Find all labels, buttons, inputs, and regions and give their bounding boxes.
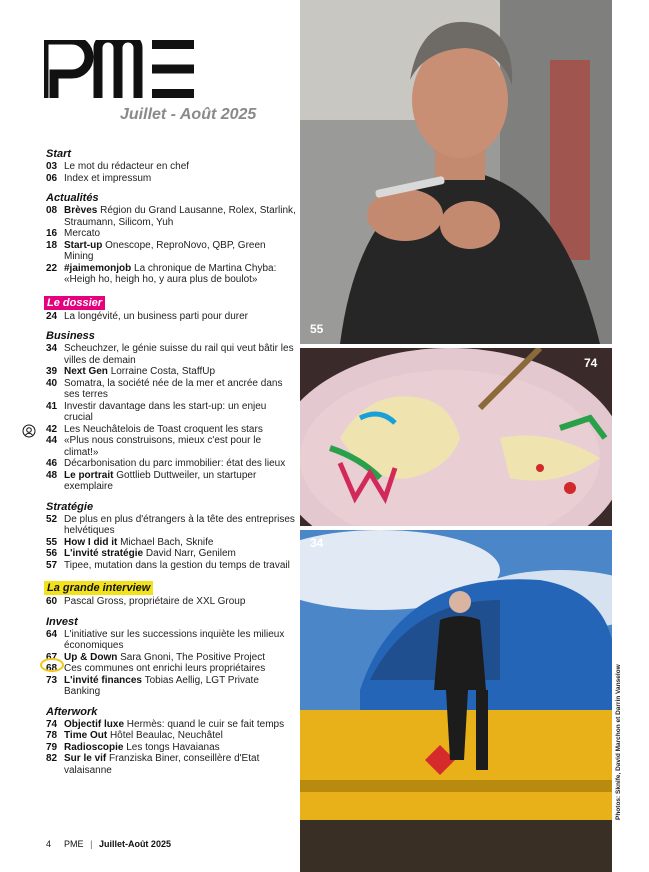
entry-rubric: Start-up [64,239,103,251]
toc-entry[interactable] [46,366,296,378]
entry-page-number: 57 [46,559,58,571]
toc-entry[interactable] [46,240,296,263]
photo-page-number: 34 [310,536,324,550]
toc-entry[interactable] [46,652,296,664]
entry-text [64,401,296,424]
entry-rubric: Next Gen [64,366,108,377]
entry-rubric: L'invité finances [64,674,142,686]
entry-title: Pascal Gross, propriétaire de XXL Group [64,596,246,607]
entry-text [64,596,296,608]
entry-title: Tobias Aellig, LGT Private Banking [64,674,259,697]
toc-entry[interactable] [46,470,296,493]
entry-page-number: 74 [46,718,58,730]
toc-entry[interactable] [46,228,296,240]
toc-entry[interactable] [46,435,296,458]
entry-title: Scheuchzer, le génie suisse du rail qui veut bâtir les villes de demain [64,343,294,366]
entry-page-number: 55 [46,536,58,548]
entry-text [64,629,296,652]
toc-section [46,578,296,608]
entry-rubric: Up & Down [64,651,118,663]
table-of-contents [46,147,296,783]
entry-title: Région du Grand Lausanne, Rolex, Starlink, Straumann, Silicom, Yuh [64,205,296,228]
toc-entry[interactable] [46,401,296,424]
portrait-marker-icon [22,424,36,438]
page-footer: 4 PME | Juillet-Août 2025 [46,839,171,849]
entry-title: Tipee, mutation dans la gestion du temps de travail [64,559,290,571]
entry-text [64,424,296,436]
entry-title: Onescope, ReproNovo, QBP, Green Mining [64,239,266,262]
entry-title: Hôtel Beaulac, Neuchâtel [109,730,223,741]
photo-page-number: 55 [310,322,324,336]
entry-page-number: 08 [46,205,58,216]
entry-title: L'initiative sur les successions inquiète les milieux économiques [64,628,285,651]
entry-rubric: #jaimemonjob [64,262,132,274]
entry-page-number: 46 [46,458,58,469]
entry-text [64,343,296,366]
entry-text [64,161,296,173]
entry-text [64,240,296,263]
toc-entry[interactable] [46,663,296,675]
entry-page-number: 67 [46,651,58,663]
photo-watch-dial [300,348,612,526]
toc-section [46,147,296,184]
entry-title: La longévité, un business parti pour durer [64,310,249,322]
entry-text [64,458,296,470]
toc-entry[interactable] [46,173,296,185]
toc-entry[interactable] [46,514,296,537]
entry-rubric: Le portrait [64,469,114,481]
entry-text [64,753,296,776]
photo-page-number: 74 [584,356,598,370]
footer-brand: PME [64,839,84,849]
entry-text [64,675,296,698]
entry-title: Les tongs Havaianas [126,741,220,753]
toc-entry[interactable] [46,161,296,173]
entry-text [64,548,296,560]
toc-section [46,191,296,286]
entry-text [64,652,296,664]
toc-entry[interactable] [46,730,296,742]
toc-entry[interactable] [46,343,296,366]
toc-entry[interactable] [46,263,296,286]
entry-page-number: 40 [46,377,58,389]
entry-rubric: How I did it [64,536,118,548]
toc-section [46,500,296,572]
entry-text [64,205,296,228]
section-title: Afterwork [46,705,98,718]
entry-title: De plus en plus d'étrangers à la tête des entreprises helvétiques [64,513,295,536]
entry-rubric: Time Out [64,730,108,741]
toc-section [46,705,296,777]
toc-entry[interactable] [46,675,296,698]
entry-page-number: 52 [46,513,58,525]
entry-page-number: 24 [46,310,58,322]
entry-title: David Narr, Genilem [145,548,236,559]
entry-text [64,537,296,549]
section-title: Business [46,330,95,342]
toc-entry[interactable] [46,424,296,436]
entry-text [64,173,296,185]
photo-credit: Photos: Sknife, David Marchon et Darrin Vanselow [615,664,622,820]
entry-text [64,730,296,742]
section-title: Invest [46,615,78,628]
entry-title: La chronique de Martina Chyba: «Heigh ho, heigh ho, y aura plus de boulot» [64,262,277,285]
entry-page-number: 34 [46,343,58,354]
toc-entry[interactable] [46,537,296,549]
entry-text [64,560,296,572]
toc-entry[interactable] [46,205,296,228]
entry-page-number: 06 [46,172,58,184]
entry-title: Michael Bach, Sknife [120,536,214,548]
entry-page-number: 48 [46,469,58,481]
entry-title: Hermès: quand le cuir se fait temps [126,718,285,730]
highlight-circle-icon [40,658,64,672]
toc-entry[interactable] [46,742,296,754]
entry-page-number: 79 [46,741,58,753]
entry-page-number: 68 [46,663,58,674]
entry-rubric: Radioscopie [64,741,124,753]
toc-entry[interactable] [46,719,296,731]
entry-page-number: 16 [46,228,58,239]
toc-entry[interactable] [46,629,296,652]
section-title: Start [46,148,72,160]
toc-entry[interactable] [46,458,296,470]
entry-title: Mercato [64,228,101,239]
entry-page-number: 22 [46,262,58,274]
entry-page-number: 78 [46,730,58,741]
toc-section [46,329,296,493]
section-title: Actualités [46,192,99,204]
entry-text [64,228,296,240]
entry-title: Le mot du rédacteur en chef [64,161,190,172]
entry-text [64,366,296,378]
issue-date: Juillet - Août 2025 [120,106,257,123]
toc-entry[interactable] [46,378,296,401]
toc-section [46,615,296,698]
entry-text [64,263,296,286]
toc-entry[interactable] [46,753,296,776]
photo-rail-machine [300,530,612,872]
entry-text [64,719,296,731]
entry-page-number: 42 [46,423,58,435]
toc-section [46,293,296,323]
toc-entry[interactable] [46,596,296,608]
entry-text [64,663,296,675]
entry-title: Franziska Biner, conseillère d'Etat valaisanne [64,753,260,776]
entry-title: Lorraine Costa, StaffUp [110,366,216,377]
entry-page-number: 41 [46,400,58,412]
entry-title: Somatra, la société née de la mer et ancrée dans ses terres [64,377,283,400]
entry-text [64,435,296,458]
entry-title: Index et impressum [64,172,152,184]
pme-logo [44,40,194,98]
entry-text [64,514,296,537]
entry-page-number: 18 [46,239,58,251]
entry-page-number: 64 [46,628,58,640]
entry-page-number: 73 [46,674,58,686]
section-title: Le dossier [44,296,105,310]
section-title: La grande interview [44,581,153,595]
section-title: Stratégie [46,500,94,513]
entry-page-number: 44 [46,435,58,446]
entry-title: «Plus nous construisons, mieux c'est pour le climat!» [64,435,262,458]
entry-rubric: Objectif luxe [64,718,125,730]
entry-text [64,311,296,323]
toc-entry[interactable] [46,560,296,572]
entry-page-number: 03 [46,161,58,172]
entry-page-number: 82 [46,753,58,764]
toc-entry[interactable] [46,311,296,323]
entry-title: Ces communes ont enrichi leurs propriétaires [64,663,266,674]
entry-text [64,378,296,401]
footer-issue: Juillet-Août 2025 [98,839,171,849]
entry-title: Gottlieb Duttweiler, un startuper exemplaire [64,469,257,492]
entry-title: Sara Gnoni, The Positive Project [120,651,265,663]
entry-text [64,470,296,493]
entry-page-number: 56 [46,548,58,559]
entry-title: Décarbonisation du parc immobilier: état des lieux [64,458,286,469]
entry-text [64,742,296,754]
entry-rubric: Brèves [64,205,98,216]
entry-page-number: 39 [46,366,58,377]
toc-entry[interactable] [46,548,296,560]
page-number: 4 [46,839,52,849]
entry-page-number: 60 [46,596,58,607]
entry-rubric: Sur le vif [64,753,107,764]
photo-knife-maker [300,0,612,344]
entry-title: Les Neuchâtelois de Toast croquent les stars [64,423,263,435]
entry-rubric: L'invité stratégie [64,548,144,559]
entry-title: Investir davantage dans les start-up: un enjeu crucial [64,400,267,423]
